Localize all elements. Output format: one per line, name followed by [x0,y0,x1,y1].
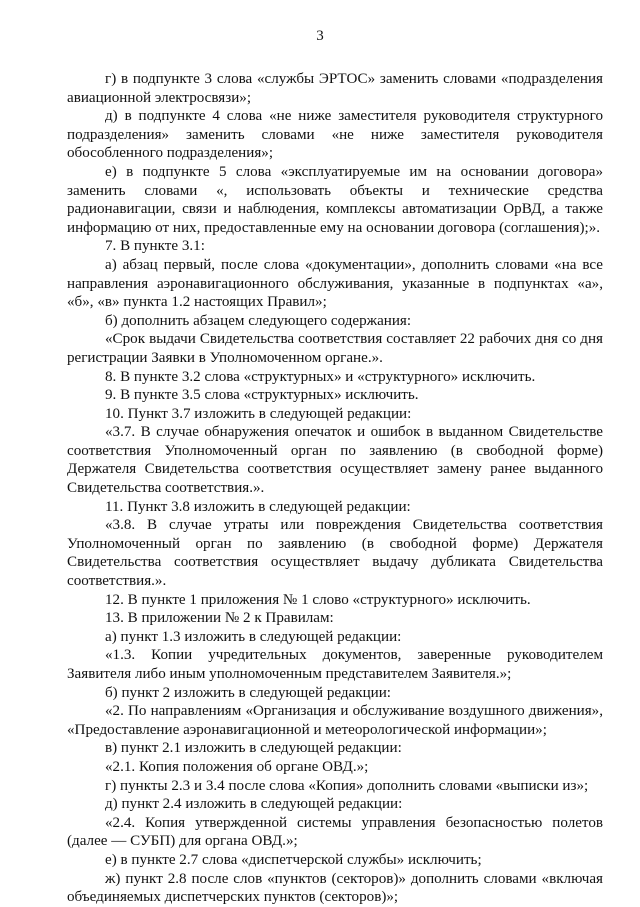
paragraph: «2. По направлениям «Организация и обслуживание воздушного движения», «Предоставление аэронавигационной и метеорологической информации»; [67,703,603,738]
paragraph: д) пункт 2.4 изложить в следующей редакции: [105,796,403,813]
paragraph: 7. В пункте 3.1: [105,238,205,255]
paragraph: д) в подпункте 4 слова «не ниже заместителя руководителя структурного подразделения» заменить словами «не ниже заместителя руководителя обособленного подразделения»; [67,108,603,162]
paragraph: г) пункты 2.3 и 3.4 после слова «Копия» дополнить словами «выписки из»; [105,777,589,794]
paragraph: б) дополнить абзацем следующего содержания: [105,312,412,329]
paragraph: 8. В пункте 3.2 слова «структурных» и «структурного» исключить. [105,368,536,385]
paragraph: 12. В пункте 1 приложения № 1 слово «структурного» исключить. [105,591,531,608]
paragraph: «1.3. Копии учредительных документов, заверенные руководителем Заявителя либо иным уполномоченным представителем Заявителя.»; [67,647,603,682]
paragraph: 9. В пункте 3.5 слова «структурных» исключить. [105,387,419,404]
paragraph: а) абзац первый, после слова «документации», дополнить словами «на все направления аэронавигационного обслуживания, указанные в подпунктах «а», «б», «в» пункта 1.2 настоящих Правил»; [67,256,603,311]
paragraph: е) в пункте 2.7 слова «диспетчерской службы» исключить; [105,851,482,868]
paragraph: г) в подпункте 3 слова «службы ЭРТОС» заменить словами «подразделения авиационной электросвязи»; [67,71,603,106]
paragraph: 10. Пункт 3.7 изложить в следующей редакции: [105,405,412,422]
paragraph: «3.7. В случае обнаружения опечаток и ошибок в выданном Свидетельстве соответствия Уполномоченный орган по заявлению (в свободной форме) Держателя Свидетельства соответствия осуществляет замену ранее выданного Свидетельства соответствия.». [67,424,603,497]
paragraph: е) в подпункте 5 слова «эксплуатируемые им на основании договора» заменить словами «, использовать объекты и технические средства радионавигации, связи и наблюдения, комплексы автоматизации ОрВД, а также информацию от них, предоставленные ему на основании договора (соглашения);». [67,163,603,236]
paragraph: «3.8. В случае утраты или повреждения Свидетельства соответствия Уполномоченный орган по заявлению (в свободной форме) Держателя Свидетельства соответствия осуществляет выдачу дубликата Свидетельства соответствия.». [67,517,603,590]
paragraph: ж) пункт 2.8 после слов «пунктов (секторов)» дополнить словами «включая объединяемых диспетчерских пунктов (секторов)»; [67,870,603,906]
document-body [67,70,603,907]
paragraph: «2.1. Копия положения об органе ОВД.»; [105,758,369,775]
page-number: 3 [316,28,324,44]
paragraph: «Срок выдачи Свидетельства соответствия составляет 22 рабочих дня со дня регистрации Заявки в Уполномоченном органе.». [67,331,603,366]
paragraph: б) пункт 2 изложить в следующей редакции: [105,684,391,701]
paragraph: 11. Пункт 3.8 изложить в следующей редакции: [105,498,411,515]
paragraph: в) пункт 2.1 изложить в следующей редакции: [105,740,402,757]
paragraph: «2.4. Копия утвержденной системы управления безопасностью полетов (далее — СУБП) для органа ОВД.»; [67,814,603,850]
paragraph: а) пункт 1.3 изложить в следующей редакции: [105,628,402,645]
paragraph: 13. В приложении № 2 к Правилам: [105,610,334,627]
